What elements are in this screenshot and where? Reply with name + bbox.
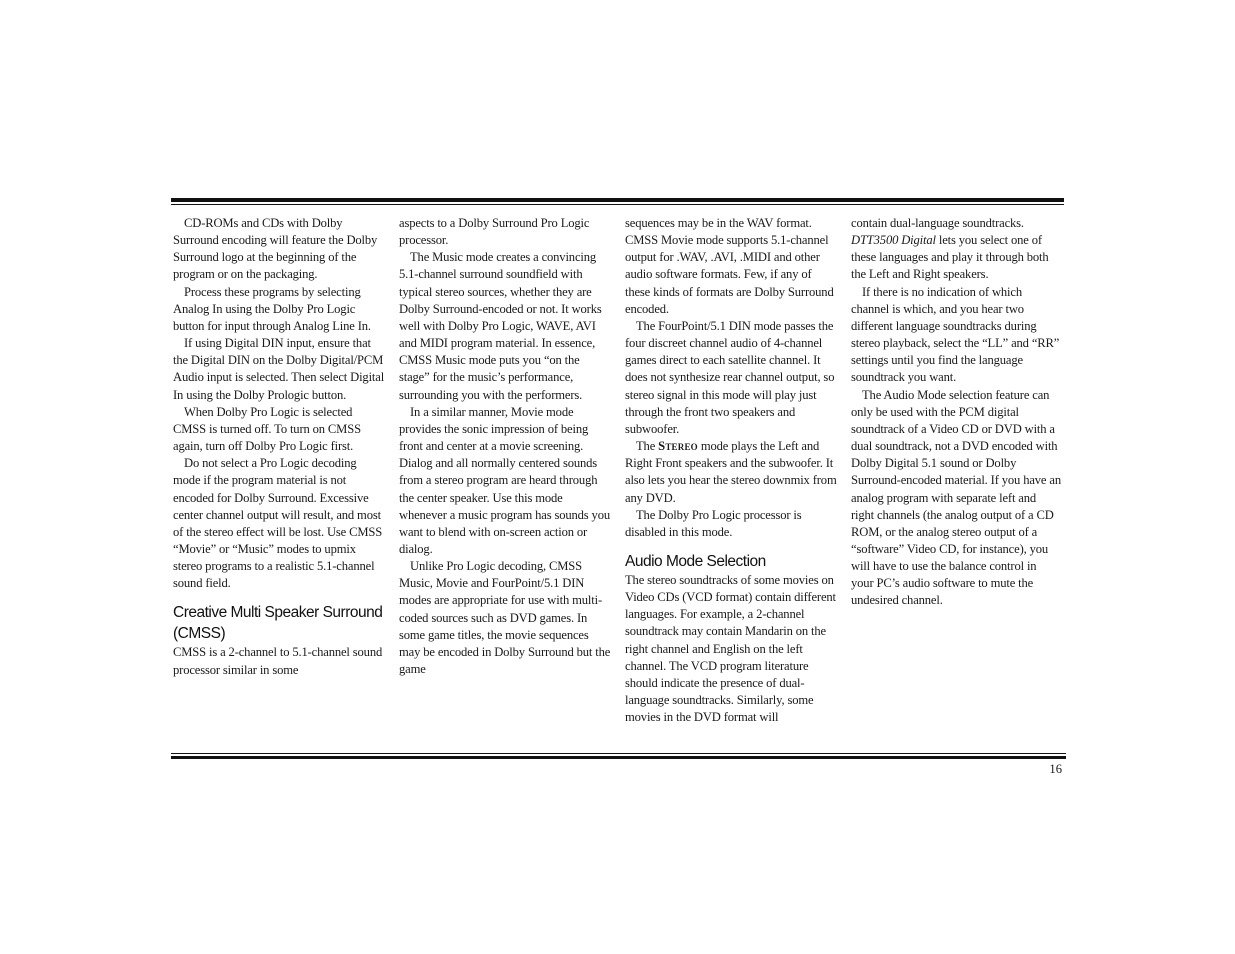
paragraph: The Audio Mode selection feature can only be used with the PCM digital soundtrack of a Video CD or DVD with a dual soundtrack, not a DVD encoded with Dolby Digital 5.1 sound or Dolby Surround-encoded material. If you have an analog program with separate left and right channels (the analog output of a CD ROM, or the analog stereo output of a “software” Video CD, for instance), you will have to use the balance control in your PC’s audio software to mute the undesired channel.: [851, 387, 1061, 608]
paragraph: CMSS is a 2-channel to 5.1-channel sound processor similar in some: [173, 645, 383, 677]
paragraph: If using Digital DIN input, ensure that the Digital DIN on the Dolby Digital/PCM Audio input is selected. Then select Digital In using the Dolby Prologic button.: [173, 336, 385, 402]
top-rule-thick: [171, 198, 1064, 202]
paragraph: The Music mode creates a convincing 5.1-channel surround soundfield with typical stereo sources, whether they are Dolby Surround-encoded or not. It works well with Dolby Pro Logic, WAVE, AVI and MIDI program material. In essence, CMSS Music mode puts you “on the stage” for the music’s performance, surrounding you with the performers.: [399, 250, 602, 402]
paragraph: Process these programs by selecting Analog In using the Dolby Pro Logic button for input through Analog Line In.: [173, 284, 371, 333]
paragraph: aspects to a Dolby Surround Pro Logic processor.: [399, 216, 590, 248]
text-run: contain dual-language soundtracks.: [851, 216, 1024, 230]
bottom-rule-thick: [171, 756, 1066, 759]
column-2: [399, 215, 611, 678]
paragraph: The Dolby Pro Logic processor is disabled in this mode.: [625, 507, 802, 539]
page-number: 16: [1049, 762, 1062, 776]
bottom-rule-thin: [171, 753, 1066, 754]
paragraph: In a similar manner, Movie mode provides the sonic impression of being front and center at a movie screening. Dialog and all normally centered sounds from a stereo program are heard through the center speaker. Use this mode whenever a music program has sounds you want to blend with on-screen action or dialog.: [399, 404, 610, 556]
stereo-mode-label: Stereo: [658, 439, 698, 454]
paragraph: [625, 438, 837, 507]
text-run: mode plays the Left and Right Front speakers and the subwoofer. It also lets you hear the stereo downmix from any DVD.: [625, 439, 837, 505]
text-run: The: [636, 439, 659, 454]
paragraph: sequences may be in the WAV format. CMSS Movie mode supports 5.1-channel output for .WAV, .AVI, .MIDI and other audio software formats. Few, if any of these kinds of formats are Dolby Surround encoded.: [625, 216, 834, 316]
text-run: lets you select one of these languages and play it through both the Left and Right speakers.: [851, 233, 1049, 282]
product-name: DTT3500 Digital: [851, 233, 936, 248]
paragraph: The FourPoint/5.1 DIN mode passes the four discreet channel audio of 4-channel games direct to each satellite channel. It does not synthesize rear channel output, so stereo signal in this mode will play just through the front two speakers and subwoofer.: [625, 318, 835, 436]
paragraph: When Dolby Pro Logic is selected CMSS is turned off. To turn on CMSS again, turn off Dolby Pro Logic first.: [173, 404, 361, 454]
section-heading-cmss: Creative Multi Speaker Surround (CMSS): [173, 604, 383, 643]
paragraph: If there is no indication of which channel is which, and you hear two different language soundtracks during stereo playback, select the “LL” and “RR” settings until you find the language soundtrack you want.: [851, 284, 1060, 385]
column-4: [851, 215, 1061, 610]
paragraph: [851, 215, 1061, 284]
paragraph: Do not select a Pro Logic decoding mode if the program material is not encoded for Dolby Surround. Excessive center channel output will result, and most of the stereo effect will be lost. Use CMSS “Movie” or “Music” modes to upmix stereo programs to a realistic 5.1-channel sound field.: [173, 456, 383, 591]
top-rule-thin: [171, 204, 1064, 205]
column-3: [625, 215, 837, 726]
paragraph: Unlike Pro Logic decoding, CMSS Music, Movie and FourPoint/5.1 DIN modes are appropriate for use with multi-coded sources such as DVD games. In some game titles, the movie sequences may be encoded in Dolby Surround but the game: [399, 559, 611, 677]
column-1: [173, 215, 385, 679]
section-heading-audio-mode: Audio Mode Selection: [625, 552, 766, 570]
paragraph: The stereo soundtracks of some movies on Video CDs (VCD format) contain different languages. For example, a 2-channel soundtrack may contain Mandarin on the right channel and English on the left channel. The VCD program literature should indicate the presence of dual-language soundtracks. Similarly, some movies in the DVD format will: [625, 572, 836, 725]
paragraph: CD-ROMs and CDs with Dolby Surround encoding will feature the Dolby Surround logo at the beginning of the program or on the packaging.: [173, 216, 378, 282]
